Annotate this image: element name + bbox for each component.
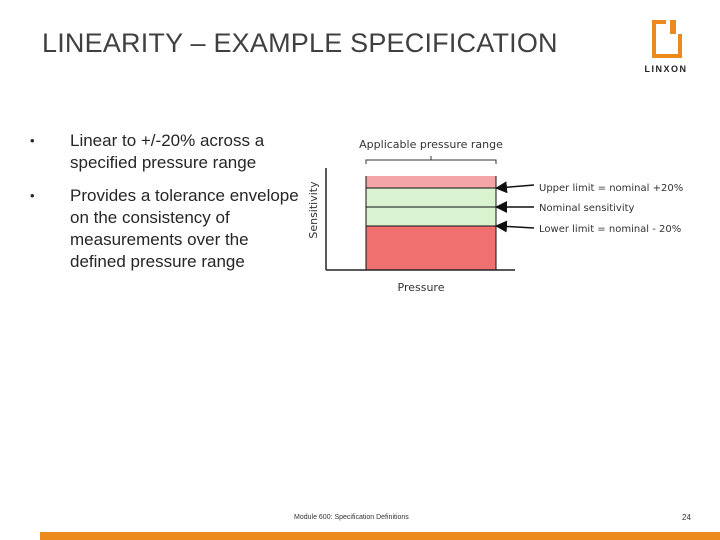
nominal-callout: Nominal sensitivity xyxy=(539,203,635,214)
upper-tolerance-band xyxy=(366,176,496,188)
upper-limit-callout: Upper limit = nominal +20% xyxy=(539,183,684,194)
bullet-dot: • xyxy=(30,188,35,203)
lower-limit-callout: Lower limit = nominal - 20% xyxy=(539,224,682,235)
x-axis-label: Pressure xyxy=(397,281,445,294)
logo-text: LINXON xyxy=(644,64,688,74)
bullet-dot: • xyxy=(30,133,35,148)
bullet-text: Provides a tolerance envelope on the consistency of measurements over the defined pressure range xyxy=(70,186,299,271)
upper-arrow-icon xyxy=(498,185,534,188)
page-number: 24 xyxy=(682,513,691,522)
top-range-label: Applicable pressure range xyxy=(359,138,503,151)
y-axis-label: Sensitivity xyxy=(307,181,320,239)
slide-title: LINEARITY – EXAMPLE SPECIFICATION xyxy=(42,28,558,58)
range-bracket xyxy=(366,160,496,164)
footer-module-text: Module 600: Specification Definitions xyxy=(294,514,409,521)
lower-arrow-icon xyxy=(498,226,534,228)
lower-region xyxy=(366,226,496,270)
footer-bar xyxy=(40,532,720,540)
bullet-text: Linear to +/-20% across a specified pressure range xyxy=(70,131,265,172)
